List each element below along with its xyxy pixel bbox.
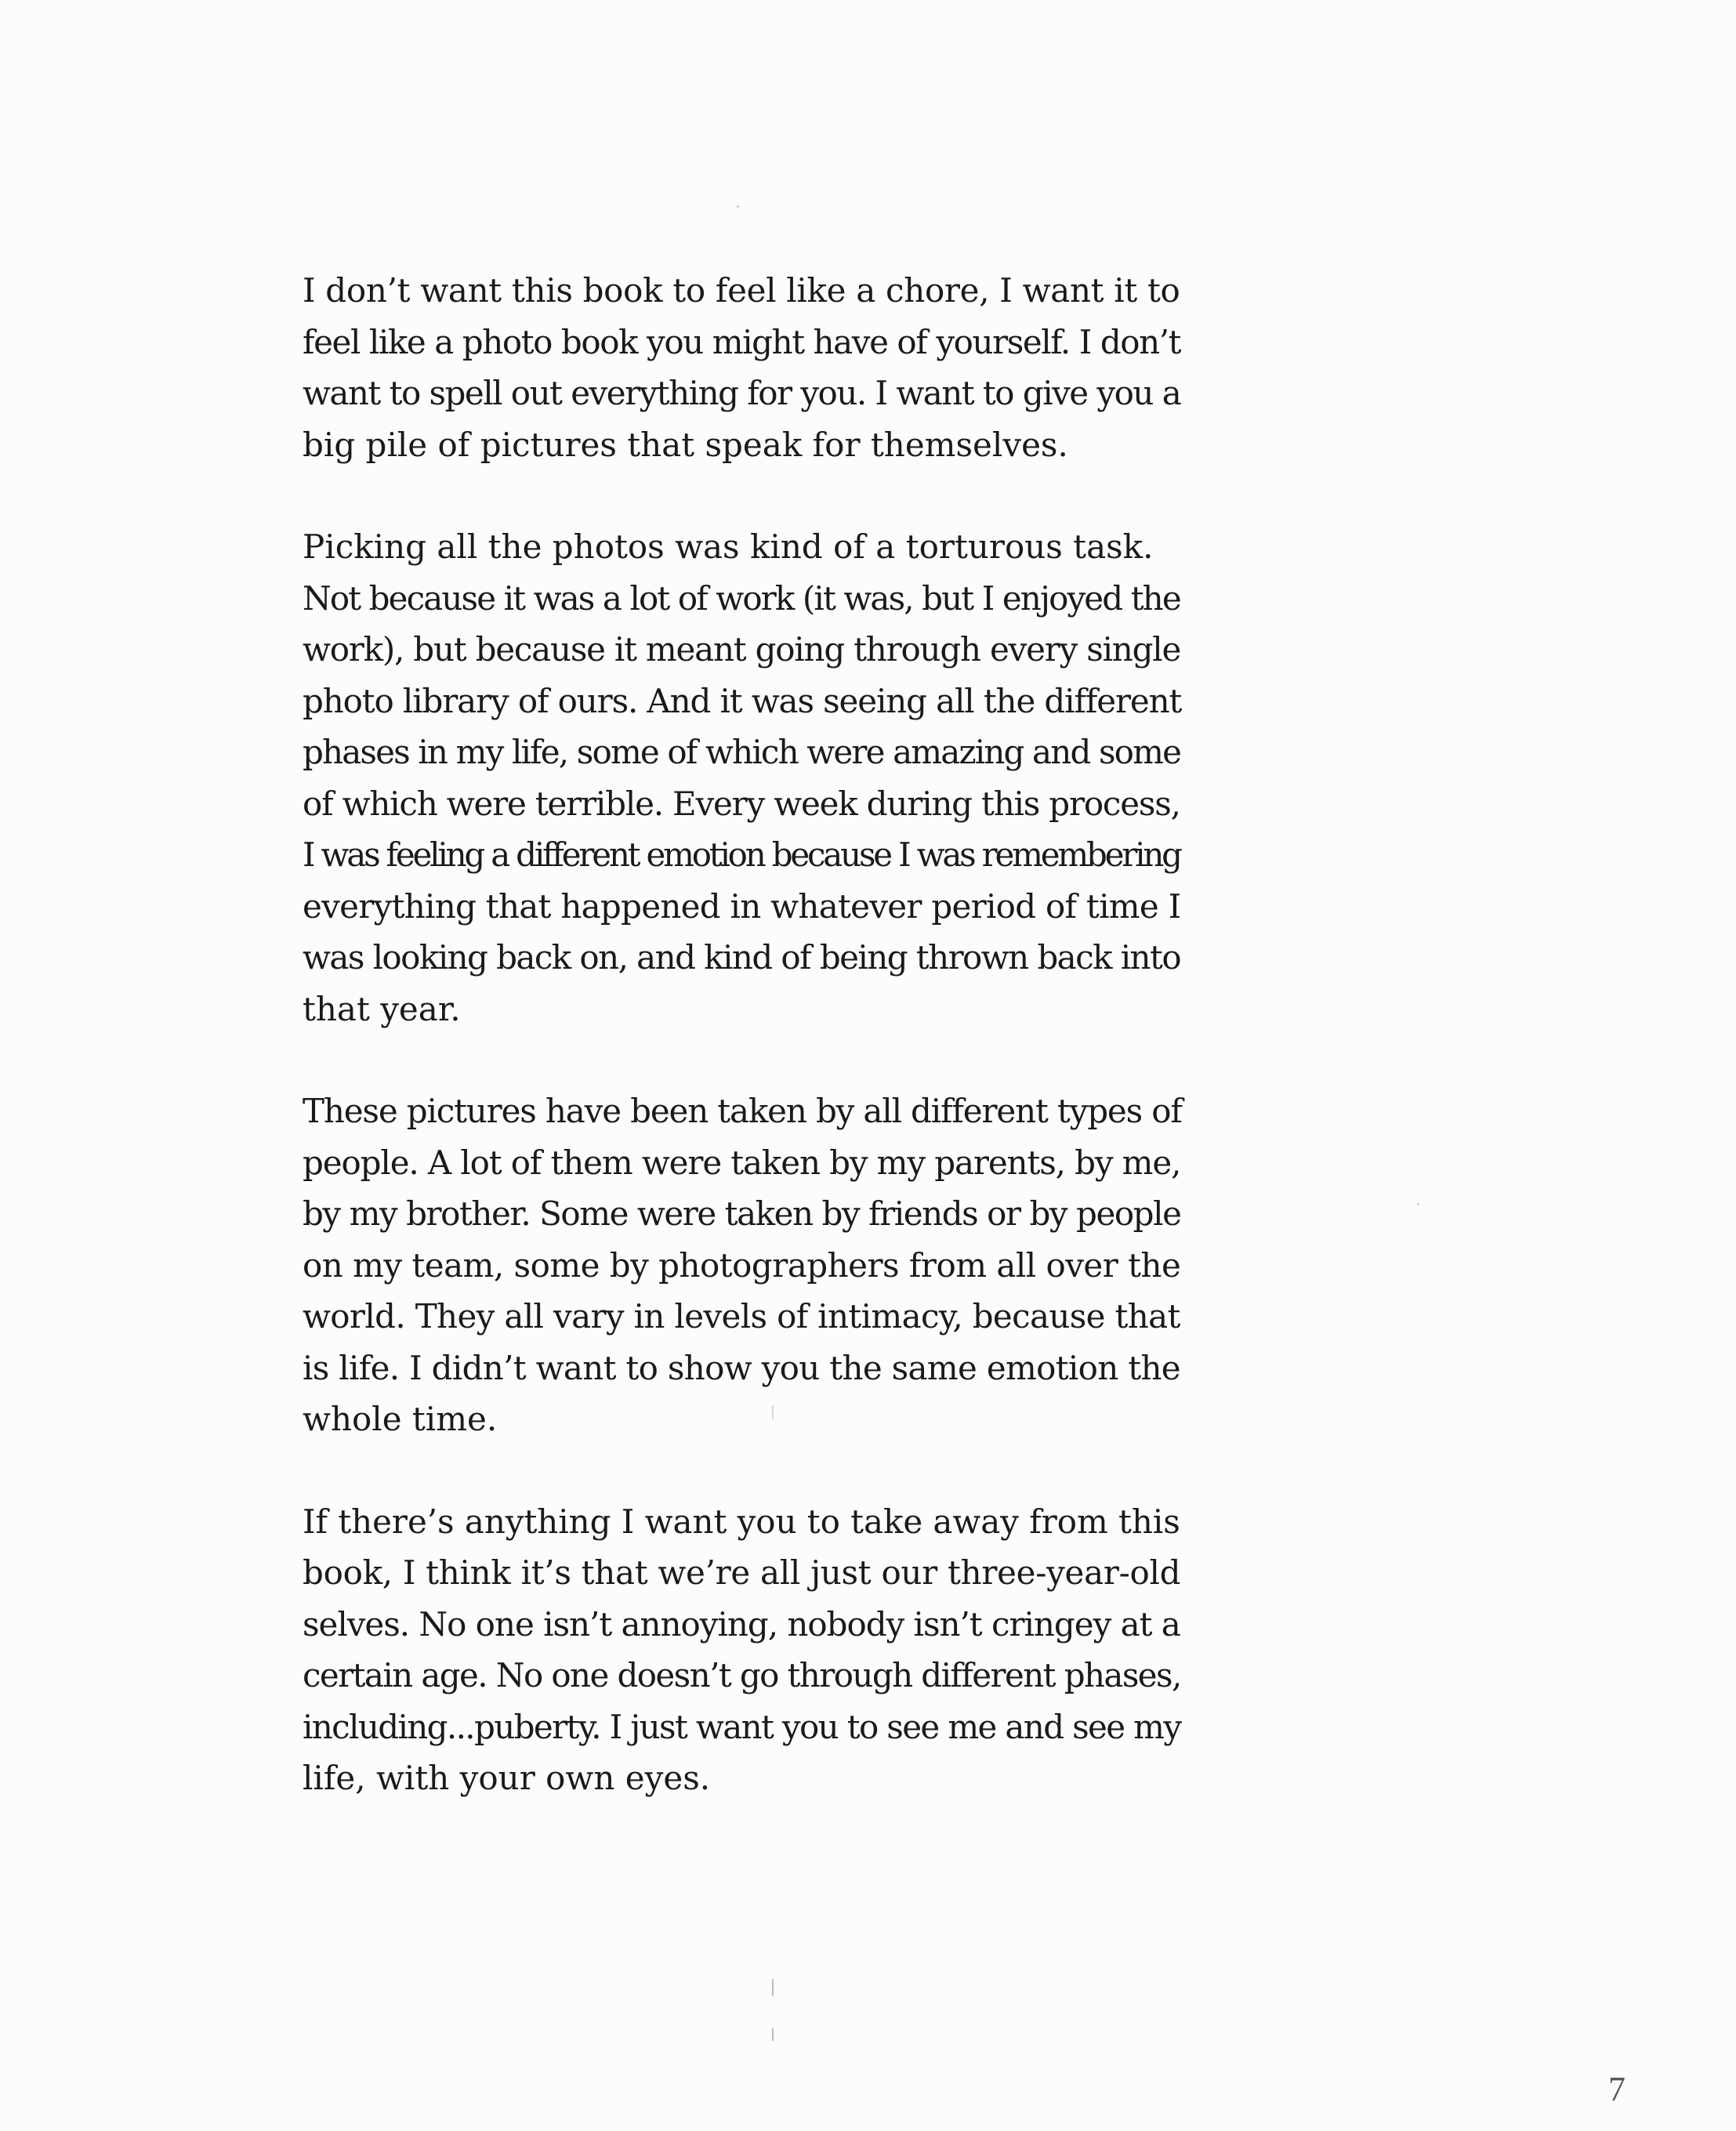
text-line: that year. <box>303 989 461 1028</box>
text-line: whole time. <box>303 1400 498 1438</box>
text-line: If there’s anything I want you to take away from this <box>303 1502 1180 1541</box>
text-line: feel like a photo book you might have of yourself. I don’t <box>303 322 1181 361</box>
text-line: by my brother. Some were taken by friends or by people <box>303 1194 1181 1233</box>
text-line: I don’t want this book to feel like a chore, I want it to <box>303 271 1180 310</box>
text-line: of which were terrible. Every week during this process, <box>303 784 1180 823</box>
paragraph <box>303 521 1180 1035</box>
text-line: selves. No one isn’t annoying, nobody isn’t cringey at a <box>303 1604 1180 1644</box>
page-number: 7 <box>1608 2070 1625 2108</box>
text-line: certain age. No one doesn’t go through different phases, <box>303 1656 1181 1694</box>
text-line: everything that happened in whatever period of time I <box>303 886 1181 926</box>
paragraph <box>303 265 1180 470</box>
paragraph <box>303 1496 1180 1804</box>
text-line: was looking back on, and kind of being thrown back into <box>303 938 1181 977</box>
body-text <box>303 265 1180 1855</box>
text-line: people. A lot of them were taken by my parents, by me, <box>303 1143 1181 1182</box>
text-line: photo library of ours. And it was seeing all the different <box>303 681 1182 720</box>
text-line: work), but because it meant going through every single <box>303 630 1181 669</box>
paragraph <box>303 1085 1180 1445</box>
scan-mark <box>772 2028 774 2041</box>
scan-speck <box>737 205 739 208</box>
text-line: book, I think it’s that we’re all just our three-year-old <box>303 1553 1181 1592</box>
text-line: world. They all vary in levels of intimacy, because that <box>303 1297 1180 1335</box>
scan-speck <box>1417 1203 1419 1205</box>
text-line: big pile of pictures that speak for themselves. <box>303 425 1068 464</box>
text-line: I was feeling a different emotion because I was remembering <box>303 835 1180 874</box>
text-line: Not because it was a lot of work (it was, but I enjoyed the <box>303 578 1180 618</box>
scan-mark <box>772 1979 774 1996</box>
text-line: including...puberty. I just want you to see me and see my <box>303 1707 1181 1746</box>
text-line: life, with your own eyes. <box>303 1759 711 1797</box>
text-line: on my team, some by photographers from all over the <box>303 1245 1181 1285</box>
text-line: Picking all the photos was kind of a torturous task. <box>303 527 1154 566</box>
text-line: is life. I didn’t want to show you the same emotion the <box>303 1348 1180 1387</box>
text-line: want to spell out everything for you. I want to give you a <box>303 374 1181 412</box>
text-line: phases in my life, some of which were amazing and some <box>303 733 1181 771</box>
scan-mark <box>772 1405 774 1419</box>
text-line: These pictures have been taken by all different types of <box>303 1092 1182 1130</box>
